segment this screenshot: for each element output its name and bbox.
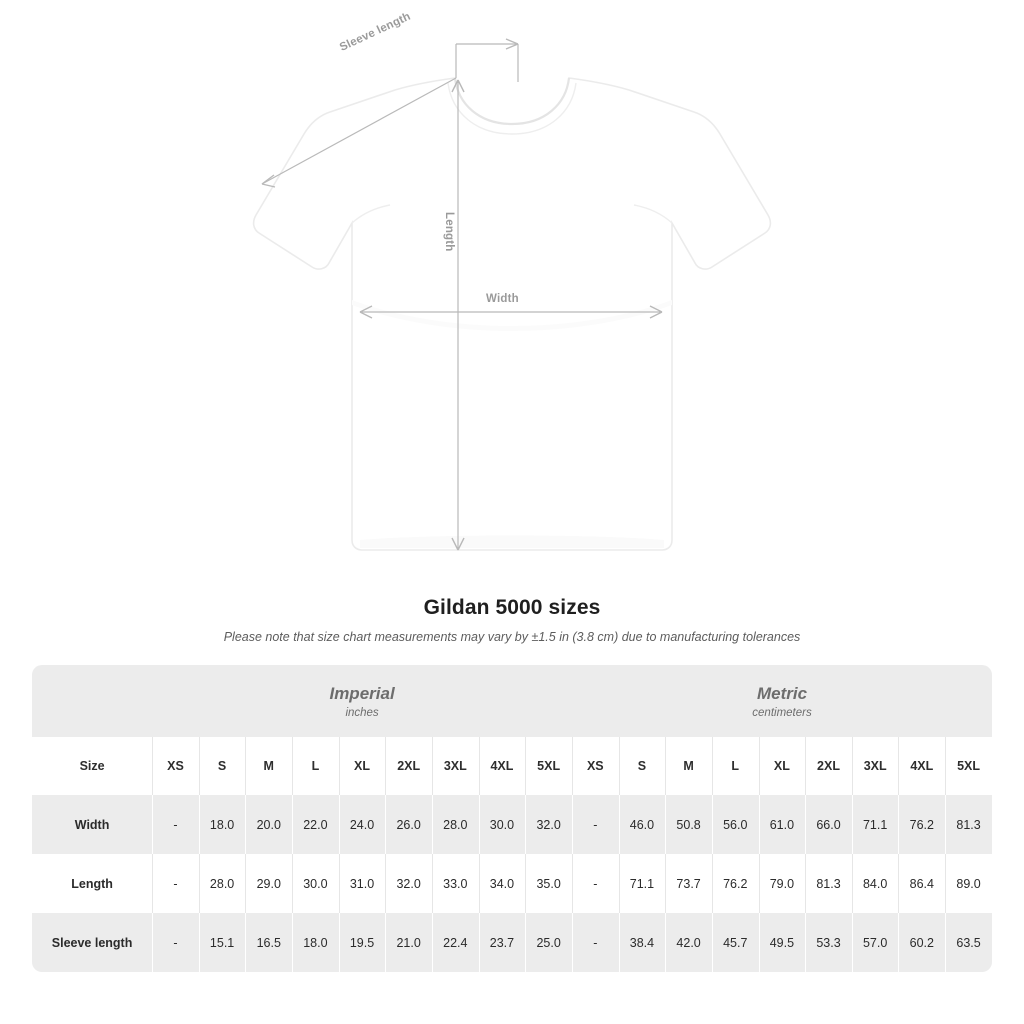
measurement-cell-imperial: 21.0	[385, 913, 432, 972]
measurement-label: Width	[32, 795, 152, 854]
measurement-cell-metric: 73.7	[665, 854, 712, 913]
size-header-cell: M	[665, 737, 712, 795]
size-header-cell: XL	[339, 737, 386, 795]
measurement-cell-metric: 81.3	[805, 854, 852, 913]
measurement-cell-imperial: 22.0	[292, 795, 339, 854]
measurement-cell-metric: 53.3	[805, 913, 852, 972]
tolerance-note: Please note that size chart measurements may vary by ±1.5 in (3.8 cm) due to manufacturing tolerances	[223, 630, 801, 644]
width-label: Width	[482, 293, 523, 305]
measurement-cell-metric: 84.0	[852, 854, 899, 913]
measurement-cell-imperial: 23.7	[479, 913, 526, 972]
table-row	[32, 854, 992, 913]
size-chart-table	[32, 665, 992, 972]
measurement-cell-metric: -	[572, 913, 619, 972]
table-row	[32, 795, 992, 854]
measurement-cell-imperial: 35.0	[525, 854, 572, 913]
measurement-cell-metric: 61.0	[759, 795, 806, 854]
size-header-cell: XL	[759, 737, 806, 795]
measurement-cell-metric: 46.0	[619, 795, 666, 854]
size-header-cell: 3XL	[852, 737, 899, 795]
size-header-cell: 2XL	[805, 737, 852, 795]
unit-system-unit: inches	[345, 707, 379, 720]
measurement-cell-metric: 66.0	[805, 795, 852, 854]
size-header-cell: XS	[152, 737, 199, 795]
measurement-cell-metric: 57.0	[852, 913, 899, 972]
measurement-label: Sleeve length	[32, 913, 152, 972]
measurement-cell-imperial: 19.5	[339, 913, 386, 972]
table-corner-blank	[32, 665, 152, 737]
measurement-label: Length	[32, 854, 152, 913]
measurement-cell-imperial: 25.0	[525, 913, 572, 972]
size-header-cell: L	[292, 737, 339, 795]
measurement-cell-metric: 60.2	[898, 913, 945, 972]
sleeve-length-label: Sleeve length	[338, 10, 413, 54]
length-label: Length	[443, 212, 455, 252]
size-header-row	[32, 737, 992, 795]
measurement-cell-imperial: 32.0	[385, 854, 432, 913]
size-header-cell: M	[245, 737, 292, 795]
measurement-cell-imperial: 33.0	[432, 854, 479, 913]
title-block	[0, 596, 1024, 644]
unit-system-header-imperial	[152, 665, 572, 737]
measurement-cell-imperial: -	[152, 913, 199, 972]
measurement-cell-imperial: 32.0	[525, 795, 572, 854]
unit-system-header-metric	[572, 665, 992, 737]
unit-system-header-row	[32, 665, 992, 737]
measurement-cell-imperial: 24.0	[339, 795, 386, 854]
tshirt-shape	[254, 78, 771, 550]
measurement-cell-metric: 50.8	[665, 795, 712, 854]
measurement-cell-imperial: 34.0	[479, 854, 526, 913]
measurement-cell-imperial: 31.0	[339, 854, 386, 913]
unit-system-name: Metric	[756, 683, 808, 703]
measurement-cell-metric: 89.0	[945, 854, 992, 913]
measurement-cell-imperial: 30.0	[292, 854, 339, 913]
size-header-cell: S	[199, 737, 246, 795]
size-header-cell: 4XL	[479, 737, 526, 795]
measurement-cell-imperial: 18.0	[199, 795, 246, 854]
measurement-cell-metric: 71.1	[852, 795, 899, 854]
unit-system-name: Imperial	[329, 683, 395, 703]
measurement-cell-metric: 49.5	[759, 913, 806, 972]
measurement-cell-imperial: 16.5	[245, 913, 292, 972]
measurement-cell-imperial: 15.1	[199, 913, 246, 972]
measurement-cell-metric: 76.2	[898, 795, 945, 854]
measurement-cell-imperial: 26.0	[385, 795, 432, 854]
measurement-cell-imperial: -	[152, 795, 199, 854]
size-header-cell: 4XL	[898, 737, 945, 795]
measurement-cell-imperial: 22.4	[432, 913, 479, 972]
size-header-cell: 5XL	[945, 737, 992, 795]
size-header-cell: XS	[572, 737, 619, 795]
measurement-cell-imperial: 18.0	[292, 913, 339, 972]
measurement-cell-imperial: -	[152, 854, 199, 913]
size-header-cell: L	[712, 737, 759, 795]
measurement-cell-metric: 79.0	[759, 854, 806, 913]
measurement-cell-metric: 86.4	[898, 854, 945, 913]
measurement-cell-metric: 38.4	[619, 913, 666, 972]
measurement-cell-metric: 76.2	[712, 854, 759, 913]
page-title: Gildan 5000 sizes	[423, 596, 601, 619]
size-header-cell: 2XL	[385, 737, 432, 795]
measurement-cell-metric: 45.7	[712, 913, 759, 972]
measurement-cell-imperial: 28.0	[199, 854, 246, 913]
measurement-cell-imperial: 29.0	[245, 854, 292, 913]
size-header-cell: 3XL	[432, 737, 479, 795]
measurement-cell-imperial: 30.0	[479, 795, 526, 854]
size-header-cell: S	[619, 737, 666, 795]
measurement-cell-imperial: 28.0	[432, 795, 479, 854]
measurement-cell-metric: -	[572, 795, 619, 854]
unit-system-unit: centimeters	[752, 707, 812, 720]
measurement-cell-metric: 81.3	[945, 795, 992, 854]
size-column-label: Size	[32, 737, 152, 795]
table-row	[32, 913, 992, 972]
measurement-cell-metric: 42.0	[665, 913, 712, 972]
measurement-cell-metric: 56.0	[712, 795, 759, 854]
measurement-cell-metric: 71.1	[619, 854, 666, 913]
size-header-cell: 5XL	[525, 737, 572, 795]
measurement-cell-metric: 63.5	[945, 913, 992, 972]
measurement-cell-imperial: 20.0	[245, 795, 292, 854]
measurement-cell-metric: -	[572, 854, 619, 913]
